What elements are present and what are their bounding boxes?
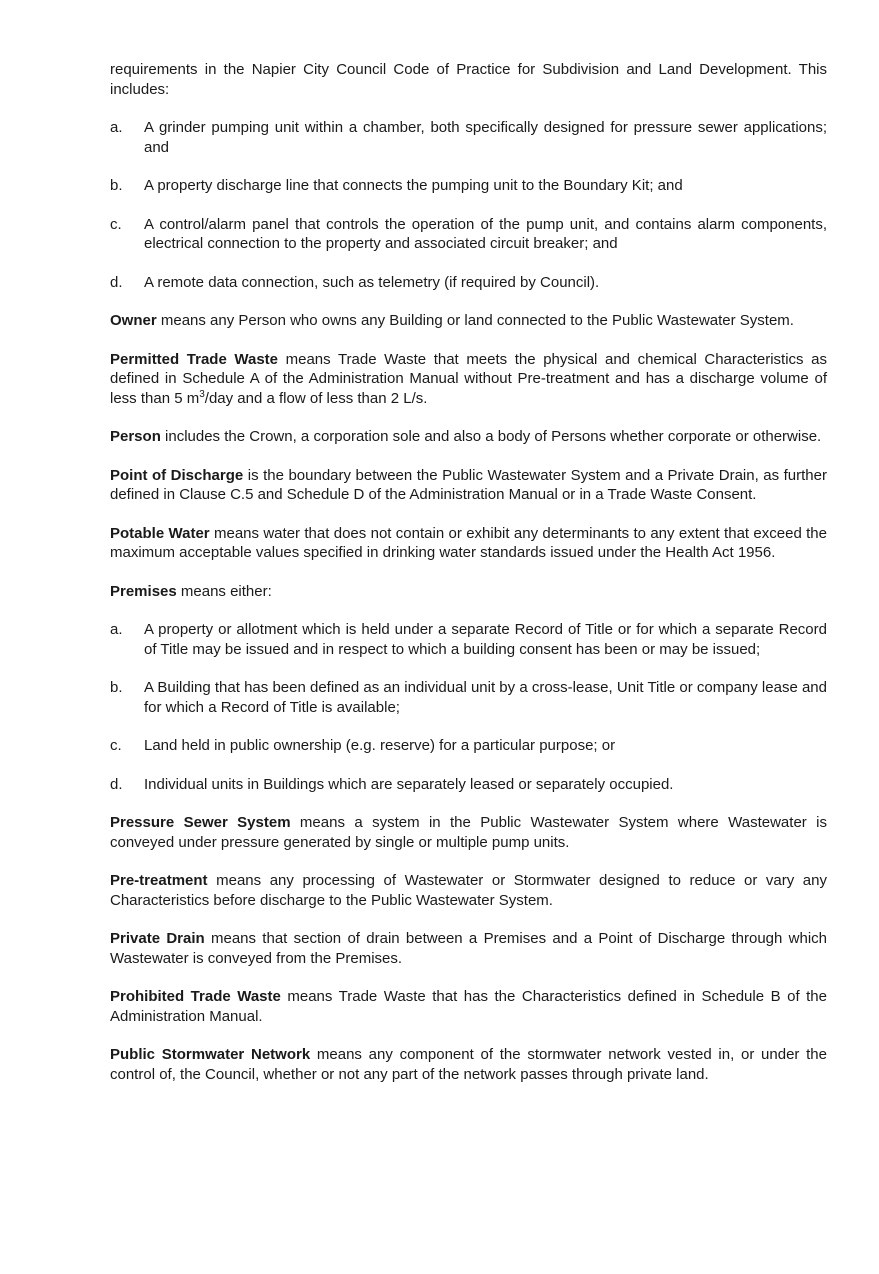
definition-term: Point of Discharge [110,466,244,484]
list-item-text: A property discharge line that connects the pumping unit to the Boundary Kit; and [144,177,683,194]
list-item-letter: d. [110,775,123,793]
list-item-text: A property or allotment which is held under a separate Record of Title or for which a separate Record of Title may be issued and in respect to which a building consent has been or may be issued; [144,621,827,658]
definition-owner [110,311,827,331]
list-item-text: A grinder pumping unit within a chamber, both specifically designed for pressure sewer applications; and [144,119,827,156]
list-item-letter: a. [110,621,123,638]
definition-text-end: /day and a flow of less than 2 L/s. [204,389,428,407]
definition-pressure-sewer-system [110,813,827,852]
list-item-text: Individual units in Buildings which are separately leased or separately occupied. [144,775,674,793]
definition-prohibited-trade-waste [110,987,827,1026]
list-item [110,215,827,254]
definition-permitted-trade-waste [110,350,827,409]
definition-text: means Trade Waste that has the Characteristics defined in Schedule B of the Administration Manual. [110,988,827,1025]
definition-text: means a system in the Public Wastewater System where Wastewater is conveyed under pressure generated by single or multiple pump units. [110,814,827,851]
definition-text: is the boundary between the Public Wastewater System and a Private Drain, as further defined in Clause C.5 and Schedule D of the Administration Manual or in a Trade Waste Consent. [110,466,827,503]
list-item [110,118,827,157]
definition-term: Owner [110,312,157,329]
definition-text: means that section of drain between a Premises and a Point of Discharge through which Wastewater is conveyed from the Premises. [110,930,827,967]
definition-private-drain [110,929,827,968]
definition-term: Pressure Sewer System [110,814,291,831]
list-item-text: Land held in public ownership (e.g. reserve) for a particular purpose; or [144,737,616,754]
definition-text: means any Person who owns any Building or land connected to the Public Wastewater System. [156,312,794,329]
premises-list [110,620,827,794]
definition-term: Permitted Trade Waste [110,350,279,368]
definition-term: Person [110,428,161,445]
list-item-letter: a. [110,119,123,136]
intro-paragraph: requirements in the Napier City Council Code of Practice for Subdivision and Land Development. This includes: [110,61,827,98]
list-item-letter: c. [110,215,122,233]
list-item [110,273,827,293]
list-item [110,176,827,196]
list-item-letter: d. [110,273,123,291]
definition-term: Potable Water [110,524,210,542]
list-item-letter: b. [110,177,123,194]
document-page [110,60,827,1103]
superscript: 3 [199,388,205,400]
pump-unit-list [110,118,827,292]
definition-text: means any processing of Wastewater or Stormwater designed to reduce or vary any Characteristics before discharge to the Public Wastewater System. [110,872,827,909]
list-item [110,775,827,795]
definition-text: means any component of the stormwater network vested in, or under the control of, the Council, whether or not any part of the network passes through private land. [110,1046,827,1083]
definition-pre-treatment [110,871,827,910]
definition-point-of-discharge [110,466,827,505]
list-item-text: A Building that has been defined as an individual unit by a cross-lease, Unit Title or company lease and for which a Record of Title is available; [144,679,827,716]
definition-term: Private Drain [110,930,205,947]
list-item-letter: b. [110,679,123,696]
definition-text: means Trade Waste that meets the physical and chemical Characteristics as defined in Schedule A of the Administration Manual without Pre-treatment and has a discharge volume of less than 5 m [110,350,827,407]
definition-premises [110,582,827,602]
list-item [110,736,827,756]
definition-text: means either: [176,582,272,600]
definition-term: Public Stormwater Network [110,1046,311,1063]
definition-text: means water that does not contain or exhibit any determinants to any extent that exceed the maximum acceptable values specified in drinking water standards issued under the Health Act 1956. [110,524,827,561]
list-item-letter: c. [110,737,122,754]
list-item [110,620,827,659]
definition-term: Prohibited Trade Waste [110,988,281,1005]
definition-person [110,427,827,447]
definition-text: includes the Crown, a corporation sole and also a body of Persons whether corporate or otherwise. [160,428,822,445]
definition-term: Pre-treatment [110,872,208,889]
definition-public-stormwater-network [110,1045,827,1084]
list-item-text: A control/alarm panel that controls the operation of the pump unit, and contains alarm components, electrical connection to the property and associated circuit breaker; and [144,215,827,252]
list-item [110,678,827,717]
definition-term: Premises [110,582,177,600]
list-item-text: A remote data connection, such as telemetry (if required by Council). [144,273,600,291]
definition-potable-water [110,524,827,563]
